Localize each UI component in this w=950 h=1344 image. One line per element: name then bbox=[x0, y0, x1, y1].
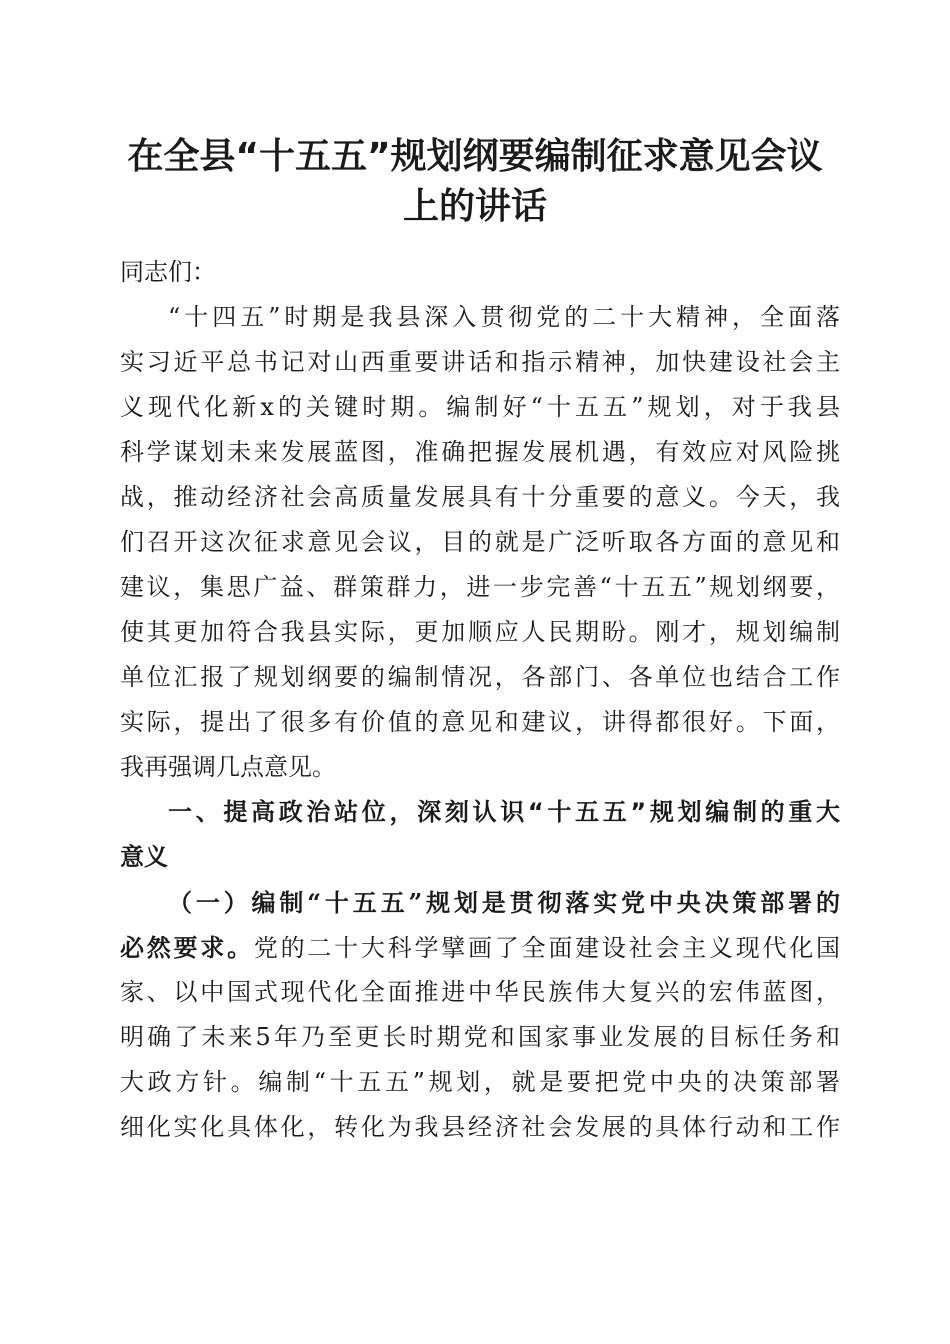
subsection-heading-1: （一）编制“十五五”规划是贯彻落实党中央决策部署的 bbox=[168, 888, 840, 917]
subsection-line bbox=[120, 925, 840, 970]
para1-line: 们召开这次征求意见会议，目的就是广泛听取各方面的意见和 bbox=[120, 528, 840, 556]
para1-line: 单位汇报了规划纲要的编制情况，各部门、各单位也结合工作 bbox=[120, 663, 840, 691]
subsection-line: 家、以中国式现代化全面推进中华民族伟大复兴的宏伟蓝图， bbox=[120, 978, 840, 1006]
document-body bbox=[120, 250, 840, 1150]
subsection-heading-1-cont: 必然要求。 bbox=[120, 933, 254, 962]
para1-line: 科学谋划未来发展蓝图，准确把握发展机遇，有效应对风险挑 bbox=[120, 438, 840, 466]
section-heading-1: 一、提高政治站位，深刻认识“十五五”规划编制的重大 bbox=[168, 798, 840, 826]
title-line-1: 在全县“十五五”规划纲要编制征求意见会议 bbox=[127, 136, 823, 177]
section-heading-1-cont: 意义 bbox=[120, 843, 168, 871]
para1-line: 义现代化新x的关键时期。编制好“十五五”规划，对于我县 bbox=[120, 393, 840, 421]
title-line-2: 上的讲话 bbox=[402, 186, 547, 227]
para1-line: 建议，集思广益、群策群力，进一步完善“十五五”规划纲要， bbox=[120, 573, 840, 601]
document-title bbox=[100, 132, 850, 232]
subsection-line: 明确了未来5年乃至更长时期党和国家事业发展的目标任务和 bbox=[120, 1023, 840, 1051]
para1-line: 战，推动经济社会高质量发展具有十分重要的意义。今天，我 bbox=[120, 483, 840, 511]
subsection-line: 细化实化具体化，转化为我县经济社会发展的具体行动和工作 bbox=[120, 1113, 840, 1141]
para1-line: 实际，提出了很多有价值的意见和建议，讲得都很好。下面， bbox=[120, 708, 840, 736]
salutation: 同志们： bbox=[120, 258, 216, 286]
subsection-line: 大政方针。编制“十五五”规划，就是要把党中央的决策部署 bbox=[120, 1068, 840, 1096]
para1-line: 使其更加符合我县实际，更加顺应人民期盼。刚才，规划编制 bbox=[120, 618, 840, 646]
para1-line: 实习近平总书记对山西重要讲话和指示精神，加快建设社会主 bbox=[120, 348, 840, 376]
para1-line: “十四五”时期是我县深入贯彻党的二十大精神，全面落 bbox=[168, 303, 840, 331]
para1-line: 我再强调几点意见。 bbox=[120, 753, 336, 781]
subsection-text: 党的二十大科学擘画了全面建设社会主义现代化国 bbox=[253, 934, 841, 962]
